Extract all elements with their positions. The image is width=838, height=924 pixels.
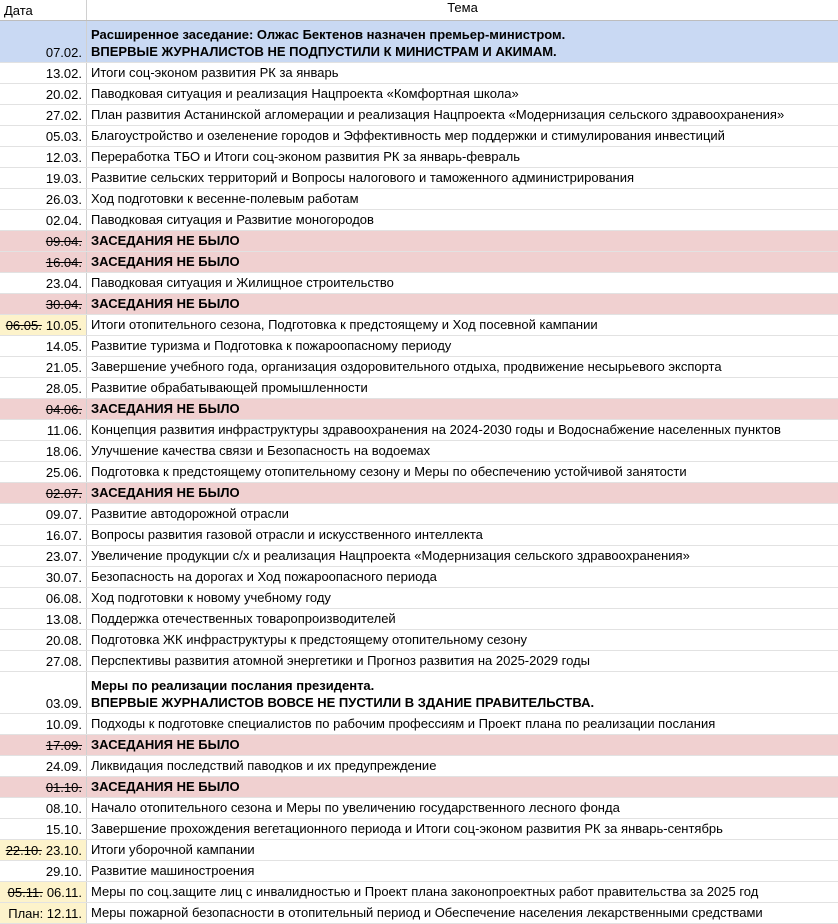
date-cell[interactable] — [0, 105, 87, 125]
header-date-cell[interactable]: Дата — [0, 0, 87, 20]
table-row — [0, 273, 838, 294]
topic-cell[interactable] — [87, 525, 838, 545]
topic-text: Меры по реализации послания президента. — [91, 678, 375, 693]
date-cell[interactable] — [0, 714, 87, 734]
date: 10.09. — [45, 717, 82, 732]
topic-cell[interactable] — [87, 714, 838, 734]
topic-cell[interactable] — [87, 357, 838, 377]
date: 28.05. — [45, 381, 82, 396]
topic-text: ЗАСЕДАНИЯ НЕ БЫЛО — [91, 401, 240, 416]
topic-cell[interactable] — [87, 441, 838, 461]
table-row — [0, 357, 838, 378]
date-cell[interactable] — [0, 357, 87, 377]
topic-cell[interactable] — [87, 294, 838, 314]
table-row — [0, 294, 838, 315]
topic-text: ЗАСЕДАНИЯ НЕ БЫЛО — [91, 485, 240, 500]
topic-cell[interactable] — [87, 840, 838, 860]
date-cell[interactable] — [0, 462, 87, 482]
topic-cell[interactable] — [87, 567, 838, 587]
topic-cell[interactable] — [87, 798, 838, 818]
old-date: 09.04. — [45, 234, 82, 249]
topic-text: ЗАСЕДАНИЯ НЕ БЫЛО — [91, 233, 240, 248]
topic-text: Меры пожарной безопасности в отопительный период и Обеспечение населения лекарственными средствами — [91, 905, 763, 920]
topic-text: ЗАСЕДАНИЯ НЕ БЫЛО — [91, 254, 240, 269]
topic-cell[interactable] — [87, 399, 838, 419]
date: 13.02. — [45, 66, 82, 81]
topic-text: Развитие автодорожной отрасли — [91, 506, 289, 521]
topic-cell[interactable] — [87, 504, 838, 524]
topic-text: Улучшение качества связи и Безопасность на водоемах — [91, 443, 431, 458]
date-cell[interactable] — [0, 168, 87, 188]
topic-cell[interactable] — [87, 861, 838, 881]
date-cell[interactable] — [0, 735, 87, 755]
date-cell[interactable] — [0, 567, 87, 587]
topic-text: ВПЕРВЫЕ ЖУРНАЛИСТОВ НЕ ПОДПУСТИЛИ К МИНИСТРАМ И АКИМАМ. — [91, 44, 557, 59]
topic-text: Завершение учебного года, организация оздоровительного отдыха, продвижение несырьевого экспорта — [91, 359, 722, 374]
topic-text: Развитие обрабатывающей промышленности — [91, 380, 368, 395]
old-date: 06.05. — [5, 318, 42, 333]
topic-cell[interactable] — [87, 777, 838, 797]
topic-cell[interactable] — [87, 903, 838, 923]
table-row — [0, 819, 838, 840]
table-row — [0, 420, 838, 441]
table-row — [0, 756, 838, 777]
table-row — [0, 210, 838, 231]
topic-cell[interactable] — [87, 462, 838, 482]
topic-text: План развития Астанинской агломерации и реализация Нацпроекта «Модернизация сельского здравоохранения» — [91, 107, 785, 122]
date-cell[interactable] — [0, 546, 87, 566]
topic-cell[interactable] — [87, 126, 838, 146]
topic-cell[interactable] — [87, 651, 838, 671]
topic-cell[interactable] — [87, 609, 838, 629]
topic-text: Завершение прохождения вегетационного периода и Итоги соц-эконом развития РК за январь-сентябрь — [91, 821, 723, 836]
date: 21.05. — [45, 360, 82, 375]
date-cell[interactable] — [0, 504, 87, 524]
date-cell[interactable] — [0, 882, 87, 902]
date-cell[interactable] — [0, 525, 87, 545]
table-row — [0, 714, 838, 735]
date-cell[interactable] — [0, 378, 87, 398]
date-cell[interactable] — [0, 210, 87, 230]
date: 20.02. — [45, 87, 82, 102]
topic-text: Концепция развития инфраструктуры здравоохранения на 2024-2030 годы и Водоснабжение населенных пунктов — [91, 422, 781, 437]
table-row — [0, 378, 838, 399]
topic-text: Расширенное заседание: Олжас Бектенов назначен премьер-министром. — [91, 27, 566, 42]
date-cell[interactable] — [0, 672, 87, 713]
old-date: 01.10. — [45, 780, 82, 795]
old-date: 17.09. — [45, 738, 82, 753]
date: 27.02. — [45, 108, 82, 123]
table-row — [0, 903, 838, 924]
table-row — [0, 567, 838, 588]
topic-text: Развитие машиностроения — [91, 863, 255, 878]
table-row — [0, 588, 838, 609]
topic-text: Вопросы развития газовой отрасли и искусственного интеллекта — [91, 527, 483, 542]
topic-text: Итоги соц-эконом развития РК за январь — [91, 65, 339, 80]
table-row — [0, 126, 838, 147]
topic-cell[interactable] — [87, 21, 838, 62]
date: 30.07. — [45, 570, 82, 585]
topic-text: Меры по соц.защите лиц с инвалидностью и Проект плана законопроектных работ правительства за 2025 год — [91, 884, 759, 899]
old-date: 02.07. — [45, 486, 82, 501]
table-row — [0, 462, 838, 483]
date-cell[interactable] — [0, 609, 87, 629]
date-cell[interactable] — [0, 84, 87, 104]
topic-text: Паводковая ситуация и Жилищное строительство — [91, 275, 394, 290]
header-row — [0, 0, 838, 21]
topic-cell[interactable] — [87, 273, 838, 293]
date: 03.09. — [45, 696, 82, 711]
date-cell[interactable] — [0, 483, 87, 503]
table-row — [0, 399, 838, 420]
date: 25.06. — [45, 465, 82, 480]
date: 24.09. — [45, 759, 82, 774]
topic-text: Подготовка к предстоящему отопительному сезону и Меры по обеспечению устойчивой занятости — [91, 464, 687, 479]
topic-cell[interactable] — [87, 546, 838, 566]
date-cell[interactable] — [0, 315, 87, 335]
topic-cell[interactable] — [87, 168, 838, 188]
date-cell[interactable] — [0, 651, 87, 671]
old-date: 05.11. — [7, 885, 43, 900]
date-cell[interactable] — [0, 252, 87, 272]
topic-cell[interactable] — [87, 147, 838, 167]
topic-text: Развитие туризма и Подготовка к пожароопасному периоду — [91, 338, 452, 353]
table-row — [0, 861, 838, 882]
topic-text: Ход подготовки к весенне-полевым работам — [91, 191, 359, 206]
date: 11.06. — [46, 423, 82, 438]
topic-text: Подходы к подготовке специалистов по рабочим профессиям и Проект плана по реализации послания — [91, 716, 716, 731]
topic-cell[interactable] — [87, 420, 838, 440]
date: 13.08. — [45, 612, 82, 627]
topic-text: ЗАСЕДАНИЯ НЕ БЫЛО — [91, 296, 240, 311]
topic-text: Поддержка отечественных товаропроизводителей — [91, 611, 396, 626]
topic-cell[interactable] — [87, 336, 838, 356]
table-row — [0, 231, 838, 252]
date: 08.10. — [45, 801, 82, 816]
topic-text: ВПЕРВЫЕ ЖУРНАЛИСТОВ ВОВСЕ НЕ ПУСТИЛИ В ЗДАНИЕ ПРАВИТЕЛЬСТВА. — [91, 695, 595, 710]
topic-cell[interactable] — [87, 378, 838, 398]
topic-cell[interactable] — [87, 84, 838, 104]
topic-text: Перспективы развития атомной энергетики и Прогноз развития на 2025-2029 годы — [91, 653, 590, 668]
date-cell[interactable] — [0, 588, 87, 608]
topic-text: Начало отопительного сезона и Меры по увеличению государственного лесного фонда — [91, 800, 620, 815]
table-row — [0, 189, 838, 210]
topic-cell[interactable] — [87, 231, 838, 251]
topic-cell[interactable] — [87, 756, 838, 776]
date-cell[interactable] — [0, 189, 87, 209]
table-row — [0, 315, 838, 336]
topic-text: Переработка ТБО и Итоги соц-эконом развития РК за январь-февраль — [91, 149, 521, 164]
date: 27.08. — [45, 654, 82, 669]
table-row — [0, 525, 838, 546]
old-date: 04.06. — [45, 402, 82, 417]
table-row — [0, 105, 838, 126]
date-cell[interactable] — [0, 399, 87, 419]
table-row — [0, 441, 838, 462]
table-row — [0, 168, 838, 189]
topic-text: Итоги уборочной кампании — [91, 842, 255, 857]
header-topic-cell[interactable]: Тема — [447, 0, 478, 15]
table-row — [0, 651, 838, 672]
topic-text: Благоустройство и озеленение городов и Эффективность мер поддержки и стимулирования инвестиций — [91, 128, 725, 143]
date: 20.08. — [45, 633, 82, 648]
table-row — [0, 483, 838, 504]
table-row — [0, 84, 838, 105]
date: 07.02. — [45, 45, 82, 60]
topic-text: Увеличение продукции с/х и реализация Нацпроекта «Модернизация сельского здравоохранения» — [91, 548, 690, 563]
table-body — [0, 21, 838, 924]
date: План: 12.11. — [8, 906, 82, 921]
date-cell[interactable] — [0, 630, 87, 650]
old-date: 22.10. — [5, 843, 42, 858]
table-row — [0, 336, 838, 357]
topic-text: Безопасность на дорогах и Ход пожароопасного периода — [91, 569, 437, 584]
date-cell[interactable] — [0, 840, 87, 860]
table-row — [0, 630, 838, 651]
topic-cell[interactable] — [87, 210, 838, 230]
topic-cell[interactable] — [87, 882, 838, 902]
date-cell[interactable] — [0, 903, 87, 923]
date: 02.04. — [45, 213, 82, 228]
date: 29.10. — [45, 864, 82, 879]
topic-text: Развитие сельских территорий и Вопросы налогового и таможенного администрирования — [91, 170, 635, 185]
date-cell[interactable] — [0, 231, 87, 251]
table-row — [0, 840, 838, 861]
date: 18.06. — [45, 444, 82, 459]
date: 23.10. — [45, 843, 82, 858]
date: 19.03. — [45, 171, 82, 186]
date: 09.07. — [45, 507, 82, 522]
table-row — [0, 546, 838, 567]
table-row — [0, 735, 838, 756]
topic-text: Паводковая ситуация и Развитие моногородов — [91, 212, 374, 227]
topic-cell[interactable] — [87, 735, 838, 755]
table-row — [0, 252, 838, 273]
date-cell[interactable] — [0, 147, 87, 167]
old-date: 30.04. — [45, 297, 82, 312]
topic-cell[interactable] — [87, 105, 838, 125]
date-cell[interactable] — [0, 819, 87, 839]
date: 23.04. — [45, 276, 82, 291]
date: 26.03. — [45, 192, 82, 207]
topic-text: Подготовка ЖК инфраструктуры к предстоящему отопительному сезону — [91, 632, 528, 647]
table-row — [0, 798, 838, 819]
date-cell[interactable] — [0, 861, 87, 881]
topic-cell[interactable] — [87, 252, 838, 272]
table-row — [0, 609, 838, 630]
date-cell[interactable] — [0, 777, 87, 797]
topic-cell[interactable] — [87, 483, 838, 503]
date-cell[interactable] — [0, 21, 87, 62]
topic-text: ЗАСЕДАНИЯ НЕ БЫЛО — [91, 737, 240, 752]
date-cell[interactable] — [0, 798, 87, 818]
date-cell[interactable] — [0, 126, 87, 146]
date-cell[interactable] — [0, 294, 87, 314]
date-cell[interactable] — [0, 63, 87, 83]
topic-text: Ход подготовки к новому учебному году — [91, 590, 331, 605]
topic-text: Паводковая ситуация и реализация Нацпроекта «Комфортная школа» — [91, 86, 519, 101]
topic-cell[interactable] — [87, 189, 838, 209]
topic-cell[interactable] — [87, 819, 838, 839]
date: 12.03. — [45, 150, 82, 165]
topic-cell[interactable] — [87, 63, 838, 83]
table-row — [0, 672, 838, 714]
topic-cell[interactable] — [87, 588, 838, 608]
date: 15.10. — [45, 822, 82, 837]
table-row — [0, 147, 838, 168]
date: 16.07. — [45, 528, 82, 543]
table-row — [0, 777, 838, 798]
table-row — [0, 882, 838, 903]
date: 06.11. — [46, 885, 82, 900]
topic-cell[interactable] — [87, 315, 838, 335]
date-cell[interactable] — [0, 756, 87, 776]
date-cell[interactable] — [0, 336, 87, 356]
date: 10.05. — [45, 318, 82, 333]
date-cell[interactable] — [0, 273, 87, 293]
table-row — [0, 21, 838, 63]
table-row — [0, 63, 838, 84]
old-date: 16.04. — [45, 255, 82, 270]
table-row — [0, 504, 838, 525]
date: 14.05. — [45, 339, 82, 354]
date-cell[interactable] — [0, 441, 87, 461]
topic-text: Итоги отопительного сезона, Подготовка к предстоящему и Ход посевной кампании — [91, 317, 598, 332]
topic-cell[interactable] — [87, 672, 838, 713]
topic-cell[interactable] — [87, 630, 838, 650]
date: 23.07. — [45, 549, 82, 564]
date: 05.03. — [45, 129, 82, 144]
date-cell[interactable] — [0, 420, 87, 440]
topic-text: Ликвидация последствий паводков и их предупреждение — [91, 758, 437, 773]
topic-text: ЗАСЕДАНИЯ НЕ БЫЛО — [91, 779, 240, 794]
date: 06.08. — [45, 591, 82, 606]
